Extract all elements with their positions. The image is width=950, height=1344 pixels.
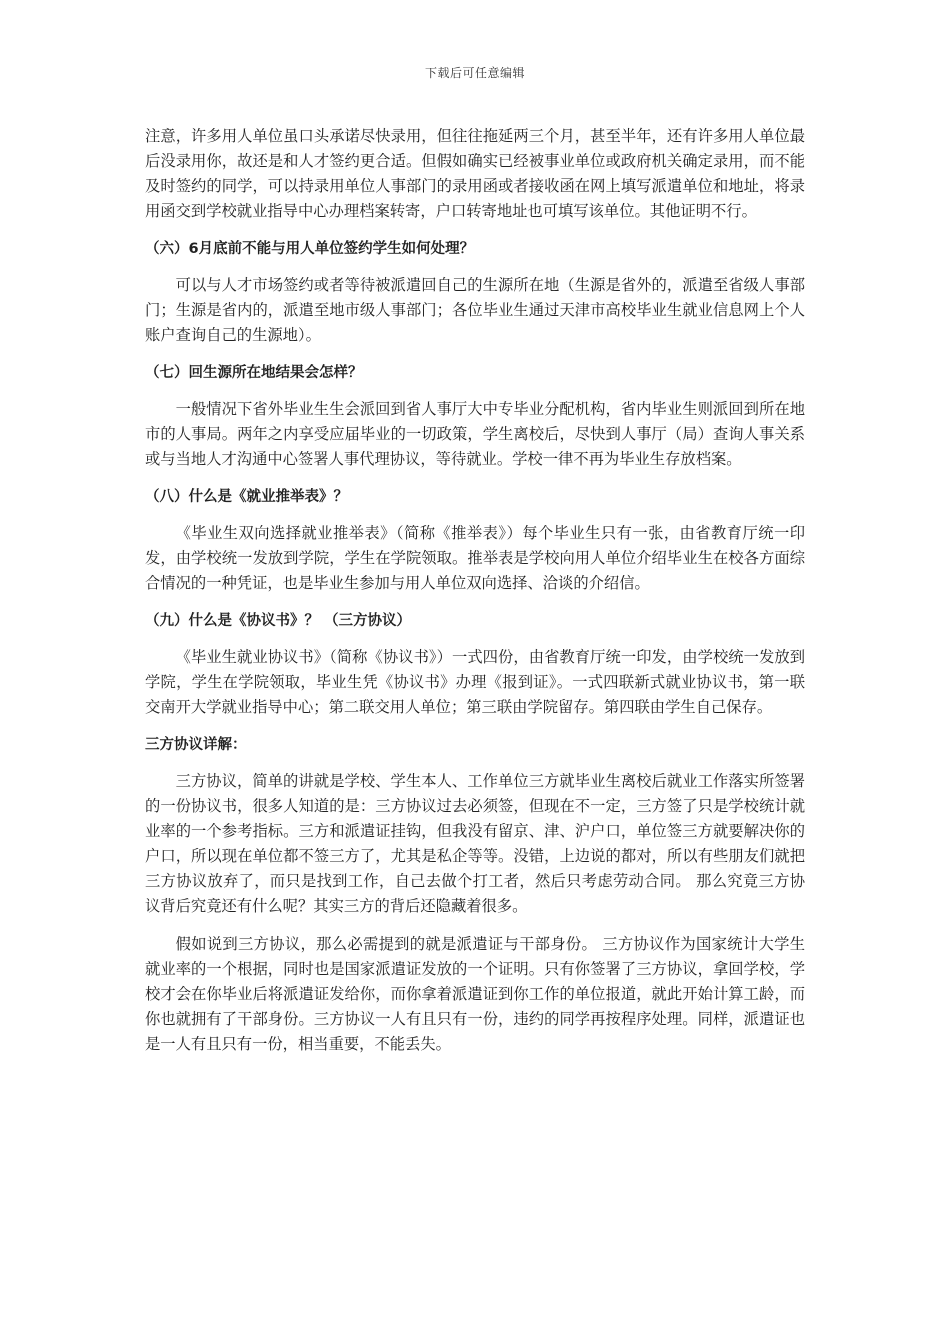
section-heading-6: （六）6月底前不能与用人单位签约学生如何处理？ <box>145 241 475 257</box>
section-heading-7: （七）回生源所在地结果会怎样？ <box>145 365 363 381</box>
paragraph-7: 一般情况下省外毕业生生会派回到省人事厅大中专毕业分配机构，省内毕业生则派回到所在地市的人事局。两年之内享受应届毕业的一切政策，学生离校后，尽快到人事厅（局）查询人事关系或与当地人才沟通中心签署人事代理协议，等待就业。学校一律不再为毕业生存放档案。 <box>145 400 805 468</box>
section-heading-agreement-detail: 三方协议详解： <box>145 737 247 753</box>
paragraph-agreement-1: 三方协议，简单的讲就是学校、学生本人、工作单位三方就毕业生离校后就业工作落实所签署的一份协议书，很多人知道的是：三方协议过去必须签，但现在不一定，三方签了只是学校统计就业率的一个参考指标。三方和派遣证挂钩，但我没有留京、津、沪户口，单位签三方就要解决你的户口，所以现在单位都不签三方了，尤其是私企等等。没错，上边说的都对，所以有些朋友们就把三方协议放弃了，而只是找到工作，自己去做个打工者，然后只考虑劳动合同。 那么究竟三方协议背后究竟还有什么呢？其实三方的背后还隐藏着很多。 <box>145 772 805 915</box>
paragraph-8: 《毕业生双向选择就业推举表》（简称《推举表》）每个毕业生只有一张，由省教育厅统一印发，由学校统一发放到学院，学生在学院领取。推举表是学校向用人单位介绍毕业生在校各方面综合情况的一种凭证，也是毕业生参加与用人单位双向选择、洽谈的介绍信。 <box>145 524 805 592</box>
paragraph-6: 可以与人才市场签约或者等待被派遣回自己的生源所在地（生源是省外的，派遣至省级人事部门；生源是省内的，派遣至地市级人事部门；各位毕业生通过天津市高校毕业生就业信息网上个人账户查询自己的生源地）。 <box>145 276 805 344</box>
section-heading-9: （九）什么是《协议书》？ （三方协议） <box>145 613 412 629</box>
paragraph-9: 《毕业生就业协议书》（简称《协议书》）一式四份，由省教育厅统一印发，由学校统一发放到学院，学生在学院领取，毕业生凭《协议书》办理《报到证》。一式四联新式就业协议书，第一联交南开大学就业指导中心；第二联交用人单位；第三联由学院留存。第四联由学生自己保存。 <box>145 648 805 716</box>
paragraph-intro: 注意，许多用人单位虽口头承诺尽快录用，但往往拖延两三个月，甚至半年，还有许多用人单位最后没录用你，故还是和人才签约更合适。但假如确实已经被事业单位或政府机关确定录用，而不能及时签约的同学，可以持录用单位人事部门的录用函或者接收函在网上填写派遣单位和地址，将录用函交到学校就业指导中心办理档案转寄，户口转寄地址也可填写该单位。其他证明不行。 <box>145 127 805 220</box>
document-body <box>145 124 805 1070</box>
section-heading-8: （八）什么是《就业推举表》？ <box>145 489 348 505</box>
page-header: 下载后可任意编辑 <box>424 66 525 80</box>
paragraph-agreement-2: 假如说到三方协议，那么必需提到的就是派遣证与干部身份。 三方协议作为国家统计大学生就业率的一个根据，同时也是国家派遣证发放的一个证明。只有你签署了三方协议，拿回学校，学校才会在你毕业后将派遣证发给你，而你拿着派遣证到你工作的单位报道，就此开始计算工龄，而你也就拥有了干部身份。三方协议一人有且只有一份，违约的同学再按程序处理。同样，派遣证也是一人有且只有一份，相当重要，不能丢失。 <box>145 935 805 1053</box>
